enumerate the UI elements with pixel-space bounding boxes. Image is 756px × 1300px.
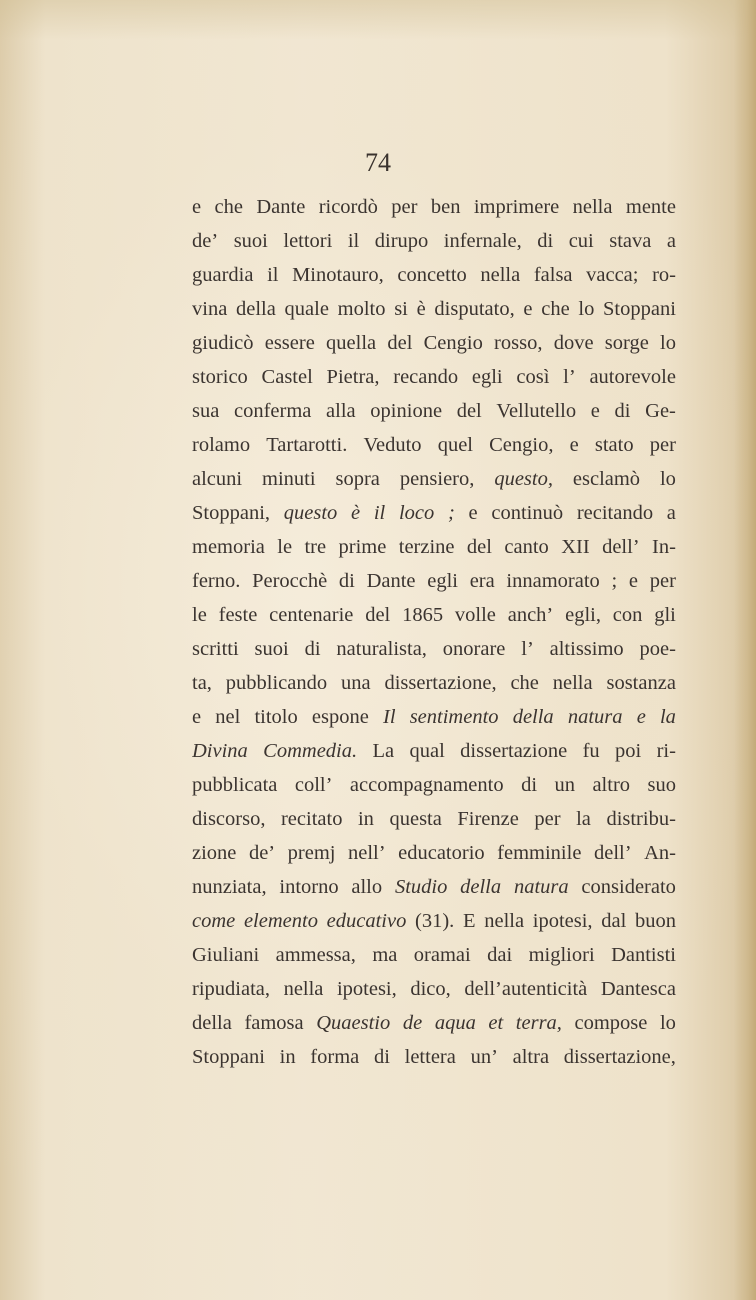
text-line: alcuni minuti sopra pensiero, questo, esclamò lo bbox=[192, 468, 676, 490]
text-line: rolamo Tartarotti. Veduto quel Cengio, e stato per bbox=[192, 434, 676, 456]
text-line: zione de’ premj nell’ educatorio femminile dell’ An- bbox=[192, 842, 676, 864]
text-line: guardia il Minotauro, concetto nella falsa vacca; ro- bbox=[192, 264, 676, 286]
text-line: memoria le tre prime terzine del canto XII dell’ In- bbox=[192, 536, 676, 558]
text-line: de’ suoi lettori il dirupo infernale, di cui stava a bbox=[192, 230, 676, 252]
text-line: ta, pubblicando una dissertazione, che nella sostanza bbox=[192, 672, 676, 694]
page-number: 74 bbox=[365, 148, 391, 177]
text-line: pubblicata coll’ accompagnamento di un altro suo bbox=[192, 774, 676, 796]
text-line: le feste centenarie del 1865 volle anch’ egli, con gli bbox=[192, 604, 676, 626]
text-line: Divina Commedia. La qual dissertazione fu poi ri- bbox=[192, 740, 676, 762]
page-top-shading bbox=[0, 0, 756, 40]
body-text bbox=[192, 190, 676, 1074]
text-line: Stoppani in forma di lettera un’ altra dissertazione, bbox=[192, 1046, 676, 1068]
text-line: e che Dante ricordò per ben imprimere nella mente bbox=[192, 196, 676, 218]
text-line: ferno. Perocchè di Dante egli era innamorato ; e per bbox=[192, 570, 676, 592]
text-line: come elemento educativo (31). E nella ipotesi, dal buon bbox=[192, 910, 676, 932]
text-line: vina della quale molto si è disputato, e che lo Stoppani bbox=[192, 298, 676, 320]
text-line: Stoppani, questo è il loco ; e continuò recitando a bbox=[192, 502, 676, 524]
text-line: e nel titolo espone Il sentimento della natura e la bbox=[192, 706, 676, 728]
text-line: Giuliani ammessa, ma oramai dai migliori Dantisti bbox=[192, 944, 676, 966]
text-line: sua conferma alla opinione del Vellutello e di Ge- bbox=[192, 400, 676, 422]
text-line: ripudiata, nella ipotesi, dico, dell’autenticità Dantesca bbox=[192, 978, 676, 1000]
text-line: nunziata, intorno allo Studio della natura considerato bbox=[192, 876, 676, 898]
text-line: giudicò essere quella del Cengio rosso, dove sorge lo bbox=[192, 332, 676, 354]
page-edge-shading bbox=[734, 0, 756, 1300]
text-line: storico Castel Pietra, recando egli così l’ autorevole bbox=[192, 366, 676, 388]
text-line: discorso, recitato in questa Firenze per la distribu- bbox=[192, 808, 676, 830]
text-line: scritti suoi di naturalista, onorare l’ altissimo poe- bbox=[192, 638, 676, 660]
text-line: della famosa Quaestio de aqua et terra, compose lo bbox=[192, 1012, 676, 1034]
